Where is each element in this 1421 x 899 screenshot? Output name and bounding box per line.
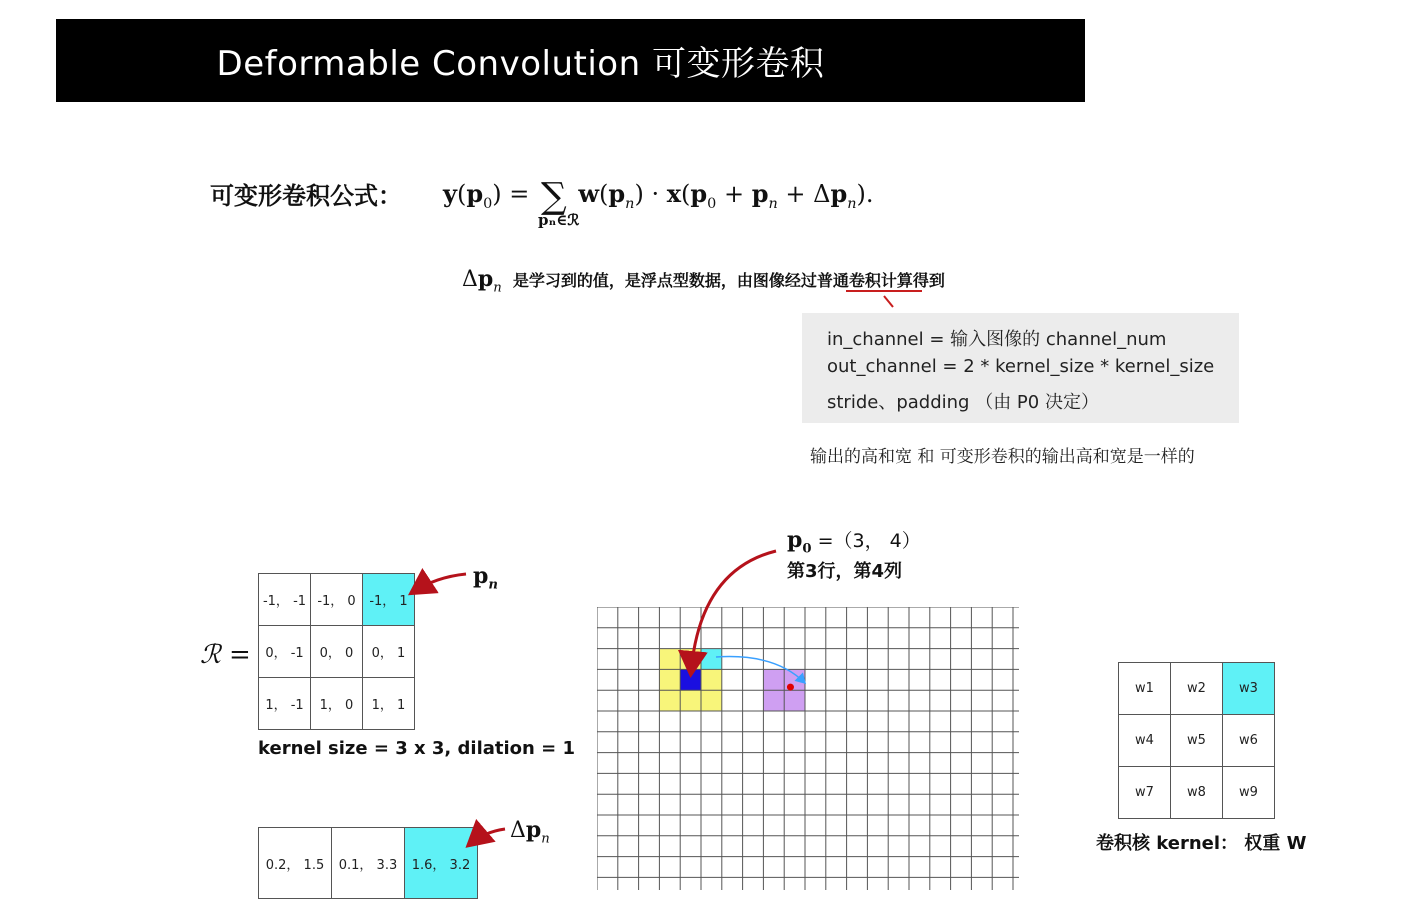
delta-description-text: 是学习到的值，是浮点型数据，由图像经过普通卷积计算得到 — [512, 271, 945, 290]
delta-offset-matrix — [258, 827, 478, 899]
p0-symbol: $p_0$ — [787, 527, 812, 557]
pn-symbol: $p_n$ — [473, 563, 498, 593]
weight-cell: w5 — [1171, 715, 1223, 767]
weight-cell: w9 — [1223, 767, 1275, 819]
sum-subscript: pₙ∈ℛ — [538, 211, 580, 229]
kernel-caption: kernel size = 3 x 3, dilation = 1 — [258, 738, 575, 759]
formula-label: 可变形卷积公式： — [210, 182, 402, 210]
in-channel-line: in_channel = 输入图像的 channel_num — [827, 329, 1167, 350]
weight-cell: w7 — [1119, 767, 1171, 819]
stride-padding-line: stride、padding （由 P0 决定） — [827, 392, 1099, 413]
weight-cell: w1 — [1119, 663, 1171, 715]
weight-cell: w4 — [1119, 715, 1171, 767]
p0-cell — [680, 669, 701, 690]
offset-sample-point — [787, 684, 794, 691]
underline-arrow — [884, 296, 893, 307]
r-cell: 0， 1 — [363, 626, 415, 678]
kernel-weight-matrix — [1118, 662, 1275, 819]
weight-cell: w3 — [1223, 663, 1275, 715]
r-cell: -1， -1 — [259, 574, 311, 626]
p0-coordinate — [787, 526, 921, 556]
r-cell: 1， -1 — [259, 678, 311, 730]
r-cell: 1， 0 — [311, 678, 363, 730]
r-cell: -1， 1 — [363, 574, 415, 626]
input-feature-grid — [597, 607, 1019, 890]
p0-row-col: 第3行，第4列 — [787, 561, 903, 582]
r-cell: -1， 0 — [311, 574, 363, 626]
pn-sample-cell — [701, 649, 722, 670]
output-size-note: 输出的高和宽 和 可变形卷积的输出高和宽是一样的 — [810, 447, 1195, 467]
deformable-conv-formula: $y(p_0)$ = ∑ $w(p_n) \cdot x(p_0 + p_n + \Delta p_n)$. — [443, 176, 874, 217]
delta-cell: 0.1， 3.3 — [332, 828, 405, 899]
r-cell: 0， 0 — [311, 626, 363, 678]
r-offset-matrix — [258, 573, 415, 730]
weight-cell: w2 — [1171, 663, 1223, 715]
delta-pn-label: $\Delta p_n$ — [510, 817, 550, 847]
title-banner — [56, 19, 1085, 102]
r-cell: 0， -1 — [259, 626, 311, 678]
r-equals-label: ℛ = — [200, 640, 251, 670]
red-underline — [846, 290, 922, 292]
page-title: Deformable Convolution 可变形卷积 — [216, 44, 825, 84]
p0-value: =（3， 4） — [817, 530, 921, 552]
weight-cell: w6 — [1223, 715, 1275, 767]
weight-cell: w8 — [1171, 767, 1223, 819]
kernel-weight-caption: 卷积核 kernel： 权重 W — [1096, 833, 1307, 854]
delta-cell: 1.6， 3.2 — [405, 828, 478, 899]
pn-arrow — [413, 574, 466, 592]
out-channel-line: out_channel = 2 * kernel_size * kernel_size — [827, 356, 1215, 377]
delta-cell: 0.2， 1.5 — [259, 828, 332, 899]
r-cell: 1， 1 — [363, 678, 415, 730]
delta-pn-symbol: $\Delta p_n$ — [462, 266, 502, 296]
conv-params-box — [802, 313, 1239, 423]
